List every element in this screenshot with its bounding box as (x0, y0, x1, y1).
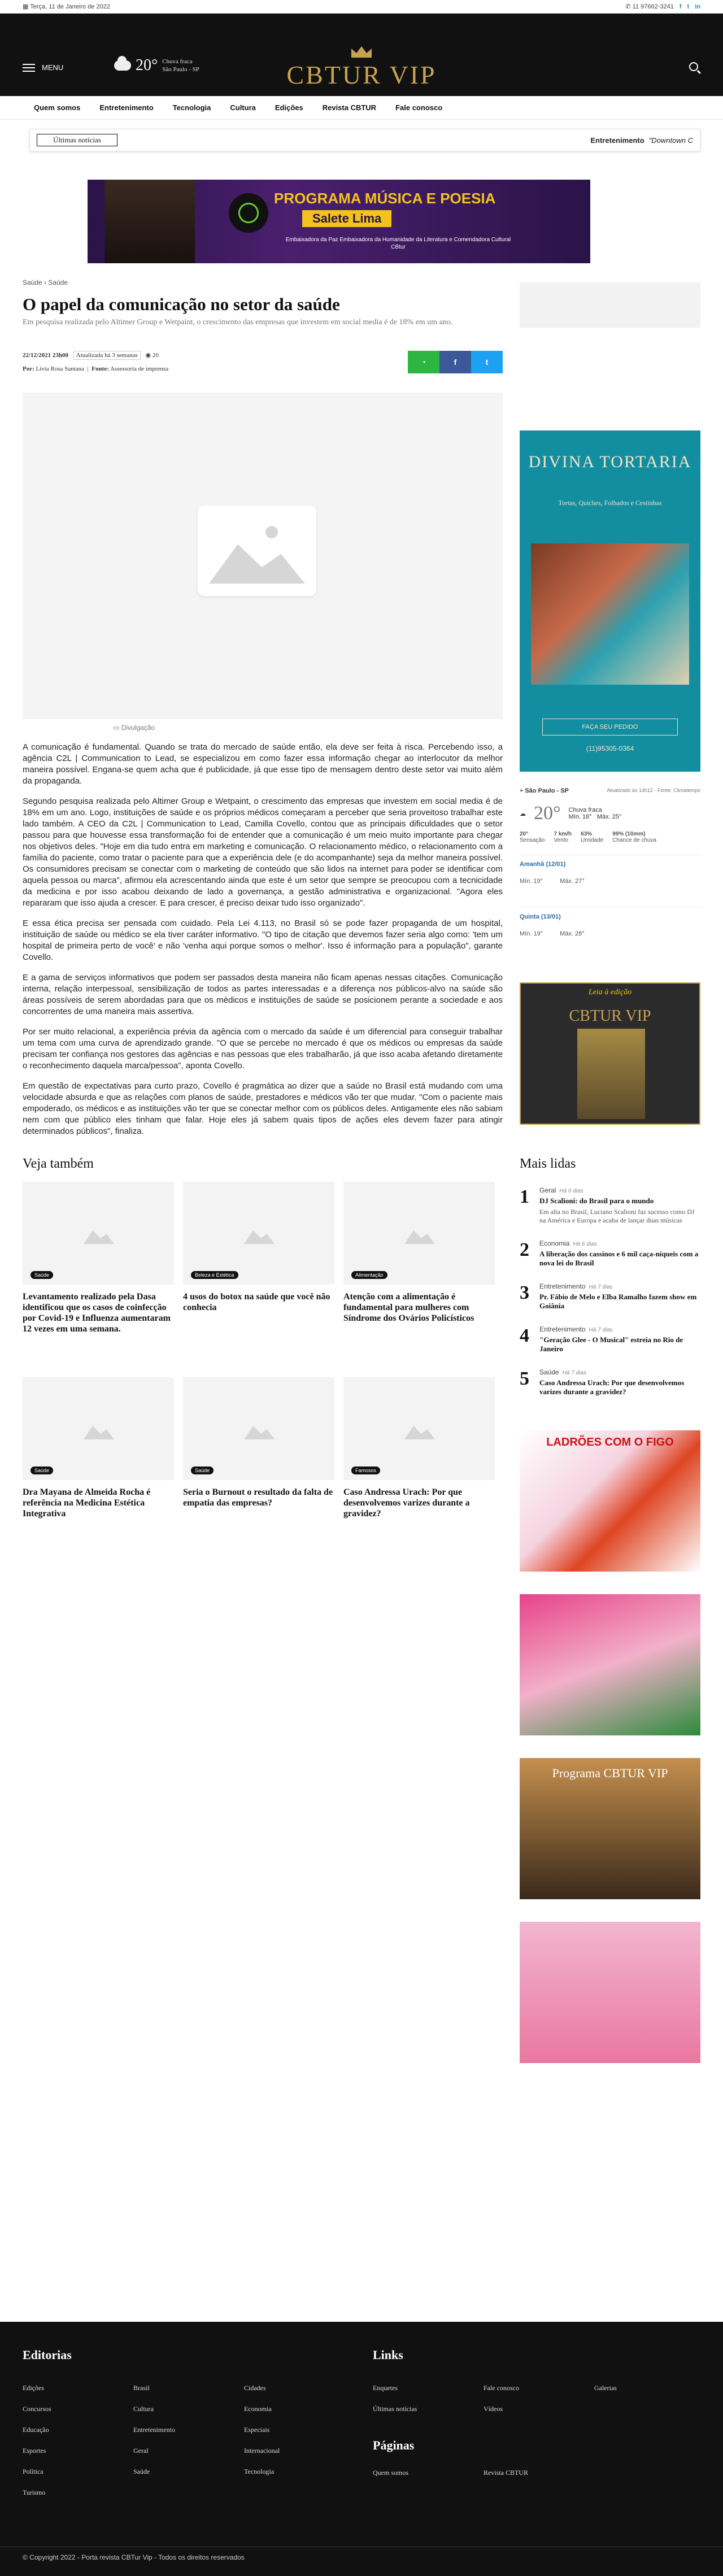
article-subtitle: Em pesquisa realizada pelo Altimer Group e Wetpaint, o crescimento das empresas que investem em social media é de 18% em um ano. (23, 318, 453, 327)
article-paragraph: E a gama de serviços informativos que podem ser passados desta maneira não ficam apenas nessas citações. Comunicação interna, relação interpessoal, sensibilização de todos as partes interessadas e a diferença nos públicos-alvo na saúde são áreas possíveis de serem abordadas para que os médicos e instituições de saúde se posicionem perante a sociedade e aos concorrentes de uma maneira mais assertiva. (23, 973, 503, 1016)
footer-link[interactable]: Cultura (133, 2405, 154, 2413)
tortaria-ad[interactable] (520, 430, 700, 772)
footer-link[interactable]: Edições (23, 2384, 44, 2392)
most-read-item[interactable]: 3 Entretenimento Há 7 dias Pr. Fábio de Melo e Elba Ramalho fazem show em Goiânia (520, 1282, 697, 1310)
banner-title: PROGRAMA MÚSICA E POESIA (274, 190, 496, 207)
breadcrumb: Saúde › Saúde (23, 279, 68, 286)
related-card[interactable] (183, 1377, 334, 1564)
related-thumb[interactable] (343, 1182, 495, 1285)
forecast-day: Quinta (13/01) Mín. 19° Máx. 28° (520, 907, 700, 937)
footer-link[interactable]: Entretenimento (133, 2426, 175, 2434)
related-title[interactable]: Caso Andressa Urach: Por que desenvolvemos varizes durante a gravidez? (343, 1487, 470, 1518)
facebook-icon: f (454, 358, 457, 367)
breadcrumb-item[interactable]: Saúde (48, 279, 68, 286)
footer-editorias (23, 2384, 355, 2497)
ladroes-ad[interactable]: LADRÕES COM O FIGO (520, 1430, 700, 1572)
program-ad[interactable]: Programa CBTUR VIP (520, 1758, 700, 1899)
footer-link[interactable]: Tecnologia (244, 2468, 275, 2475)
view-count: 20 (152, 352, 159, 359)
footer-pages (373, 2469, 594, 2477)
ticker-item[interactable]: Entretenimento "Downtown C (590, 136, 693, 145)
eye-icon: ◉ (145, 352, 153, 359)
banner-photo (104, 180, 195, 263)
footer-link[interactable]: Enquetes (373, 2384, 398, 2392)
most-read (520, 1156, 700, 1396)
most-read-item[interactable]: 2 Economia Há 6 dias A liberação dos cassinos e 6 mil caça-níqueis com a nova lei do Brasil (520, 1239, 699, 1267)
footer-pages-title: Páginas (373, 2438, 415, 2452)
article-image[interactable] (23, 393, 503, 719)
ad-subtitle: Tortas, Quiches, Folhados e Cestinhas (558, 499, 662, 507)
category-badge: Alimentação (351, 1271, 387, 1279)
footer-link[interactable]: Geral (133, 2447, 149, 2455)
article-paragraph: Segundo pesquisa realizada pelo Altimer Group e Wetpaint, o crescimento das empresas que investem em social media é de 18% em um ano. Logo, instituições de saúde e os próprios médicos começaram a perceber que seria proveitoso trabalhar este lado também. A CEO da C2L | Communication to Lead, Camilla Covello, contou que as principais dificuldades que o setor passou para que houvesse essa transformação foi de entender que a comunicação é um meio muito importante para chegar nos objetivos deles. "Hoje em dia tudo entra em marketing e comunicação. O relacionamento médico, o relacionamento com a família do paciente, como tratar o paciente para que a experiência dele (e do acompanhante) seja da melhor maneira possível. Os consumidores precisam se conectar com o marketing de conteúdo que são lidos na internet para poder se identificar com aquela pessoa ou marca", afirmou ela acrescentando ainda que este é um setor que sempre se preocupou com a tecnicidade da medicina e por isso acabou deixando de lado a governança, a gestão administrativa e organizacional. "Agora eles repararam que isso ajuda a crescer. E para crescer, é preciso deixar tudo isso organizado". (23, 797, 503, 908)
weather-min: Mín. 18° (568, 813, 592, 820)
ad-phone: (11)95305-0364 (586, 745, 634, 752)
related-thumb[interactable] (23, 1377, 174, 1480)
weather-condition: Chuva fraca (162, 58, 193, 65)
sidebar (520, 282, 700, 2063)
related-grid (23, 1182, 503, 1564)
twitter-share-button[interactable] (471, 351, 503, 373)
category-badge: Saúde (31, 1271, 53, 1279)
updated-tag: Atualizada há 3 semanas (73, 351, 141, 360)
author-name: Livia Rosa Santana (36, 365, 85, 372)
footer-link[interactable]: Educação (23, 2426, 49, 2434)
image-placeholder-icon (198, 506, 316, 596)
article-meta: 22/12/2021 23h00 Atualizada há 3 semanas ◉ 20 Por: Livia Rosa Santana | Fonte: Assessoria de imprensa ◔ f t (23, 349, 503, 376)
related-card[interactable] (343, 1377, 495, 1564)
article-paragraph: Em questão de expectativas para curto prazo, Covello é pragmática ao dizer que a saúde no Brasil está mudando com uma velocidade absurda e que as relações com planos de saúde, prestadores e médicos vão ter que mudar. "Com o paciente mais empoderado, os médicos e as instituições vão ter que se conectar melhor com os públicos deles. Antigamente eles não sabiam nem com que público eles tinham que falar. Hoje eles já sabem quais tipos de ações eles devem fazer para atingir determinados públicos", finaliza. (23, 1081, 503, 1136)
article (23, 279, 503, 1564)
site-footer (0, 2322, 723, 2576)
footer-link[interactable]: Quem somos (373, 2469, 408, 2477)
related-title[interactable]: Atenção com a alimentação é fundamental para mulheres com Síndrome dos Ovários Policísticos (343, 1292, 474, 1323)
top-bar (0, 0, 723, 14)
weather-temp: 20° (136, 56, 158, 74)
forecast-day: Amanhã (12/01) Mín. 19° Máx. 27° (520, 855, 700, 885)
copyright: © Copyright 2022 - Porta revista CBTur Vip - Todos os direitos reservados (23, 2553, 245, 2561)
footer-link[interactable]: Economia (244, 2405, 272, 2413)
magazine-cover (577, 1029, 645, 1119)
image-caption: ▭ Divulgação (113, 724, 155, 732)
article-paragraph: A comunicação é fundamental. Quando se trata do mercado de saúde então, ela deve ser feita à risca. Percebendo isso, a agência C2L | Communication to Lead, se especializou em como fazer essa informação chegar ao interlocutor da melhor maneira possível. Engana-se quem acha que é publicidade, já que esse tipo de mensagem dentro deste setor vai muito além da propaganda. (23, 742, 503, 786)
footer-link[interactable]: Política (23, 2468, 43, 2475)
banner-desc: Embaixadora da Paz Embaixadora da Humanidade da Literatura e Comendadora Cultural CBtur (285, 237, 511, 250)
whatsapp-phone[interactable]: ✆ 11 97662-3241 (625, 3, 674, 10)
related-card[interactable] (23, 1377, 174, 1564)
breadcrumb-item[interactable]: Saúde (23, 279, 42, 286)
location-icon: ⌖ (520, 787, 525, 794)
related-thumb[interactable] (183, 1377, 334, 1480)
footer-editorias-title: Editorias (23, 2348, 72, 2362)
magazine-ad[interactable]: Leia à edição CBTUR VIP (520, 982, 700, 1125)
whatsapp-share-button[interactable] (408, 351, 439, 373)
category-badge: Saúde (191, 1467, 214, 1474)
footer-link[interactable]: Vídeos (484, 2405, 503, 2413)
footer-link[interactable]: Últimas notícias (373, 2405, 417, 2413)
phone-icon: ✆ (625, 3, 633, 10)
twitter-icon[interactable]: t (687, 3, 690, 10)
sidebar-ad-slot (520, 282, 700, 328)
category-badge: Beleza e Estética (191, 1271, 238, 1279)
nav-edicoes[interactable]: Edições (275, 103, 303, 112)
article-paragraph: E essa ética precisa ser pensada com cuidado. Pela Lei 4.113, no Brasil só se pode fazer propaganda de um hospital, instituição de saúde ou médico se ela tiver caráter informativo. "O tipo de citação que devemos fazer seria algo como: 'tem um hospital de primeira perto de você' e não 'venha aqui porque somos o melhor'. Isso é informação para a população", garante Covello. (23, 919, 503, 962)
most-read-item[interactable]: 5 Saúde Há 7 dias Caso Andressa Urach: Por que desenvolvemos varizes durante a gravidez? (520, 1368, 685, 1396)
footer-links (373, 2384, 705, 2413)
nav-revista-cbtur[interactable]: Revista CBTUR (322, 103, 377, 112)
footer-link[interactable]: Brasil (133, 2384, 150, 2392)
weather-widget (520, 787, 700, 937)
footer-link[interactable]: Revista CBTUR (484, 2469, 529, 2477)
promo-ad[interactable] (520, 1922, 700, 2063)
main-nav (0, 96, 723, 120)
article-body (23, 742, 503, 1137)
ad-title: DIVINA TORTARIA (528, 452, 692, 471)
top-banner-ad[interactable] (88, 180, 590, 263)
nav-cultura[interactable]: Cultura (230, 103, 256, 112)
site-header (0, 14, 723, 96)
footer-link[interactable]: Internacional (244, 2447, 280, 2455)
related-thumb[interactable] (183, 1182, 334, 1285)
weather-location: São Paulo - SP (162, 66, 199, 73)
twitter-icon: t (485, 358, 489, 367)
event-ad[interactable] (520, 1594, 700, 1735)
cloud-rain-icon: ☁ (520, 810, 526, 817)
category-badge: Saúde (31, 1467, 53, 1474)
source-name: Assessoria de imprensa (110, 365, 169, 372)
news-ticker (29, 129, 700, 151)
banner-name: Salete Lima (302, 210, 391, 227)
share-buttons (408, 351, 503, 373)
menu-button[interactable]: MENU (23, 63, 63, 72)
facebook-share-button[interactable] (439, 351, 471, 373)
ad-order-button[interactable]: FAÇA SEU PEDIDO (542, 719, 678, 736)
weather-updated: Atualizado às 14h12 - Fonte: Climatempo (607, 787, 700, 793)
footer-link[interactable]: Saúde (133, 2468, 150, 2475)
nav-fale-conosco[interactable]: Fale conosco (395, 103, 443, 112)
weather-max: Máx. 25° (596, 813, 622, 820)
footer-link[interactable]: Concursos (23, 2405, 51, 2413)
instagram-icon[interactable]: in (695, 3, 700, 10)
weather-condition: Chuva fraca (568, 807, 602, 813)
footer-link[interactable]: Turismo (23, 2488, 46, 2496)
nav-entretenimento[interactable]: Entretenimento (99, 103, 154, 112)
site-logo[interactable]: CBTUR VIP (286, 60, 437, 89)
footer-links-title: Links (373, 2348, 403, 2362)
nav-tecnologia[interactable]: Tecnologia (172, 103, 211, 112)
related-title[interactable]: Dra Mayana de Almeida Rocha é referência na Medicina Estética Integrativa (23, 1487, 151, 1518)
article-date: 22/12/2021 23h00 (23, 352, 68, 359)
whatsapp-icon: ◔ (421, 358, 426, 367)
most-read-heading: Mais lidas (520, 1156, 576, 1171)
footer-link[interactable]: Especiais (244, 2426, 270, 2434)
related-card[interactable] (23, 1182, 174, 1368)
calendar-icon: ▦ (23, 3, 31, 10)
related-heading: Veja também (23, 1156, 94, 1171)
footer-link[interactable]: Fale conosco (484, 2384, 519, 2392)
related-thumb[interactable] (343, 1377, 495, 1480)
ad-photo (531, 543, 689, 685)
vinyl-icon (229, 193, 268, 233)
date-text: ▦ Terça, 11 de Janeiro de 2022 (23, 3, 110, 10)
camera-icon: ▭ (113, 724, 121, 732)
related-title[interactable]: Seria o Burnout o resultado da falta de empatia das empresas? (183, 1487, 333, 1508)
most-read-item[interactable]: 4 Entretenimento Há 7 dias "Geração Glee - O Musical" estreia no Rio de Janeiro (520, 1325, 683, 1353)
facebook-icon[interactable]: f (679, 3, 682, 10)
related-title[interactable]: 4 usos do botox na saúde que você não conhecia (183, 1292, 330, 1312)
ticker-label: Últimas notícias (37, 134, 117, 146)
footer-link[interactable]: Galerias (594, 2384, 617, 2392)
related-title[interactable]: Levantamento realizado pela Dasa identificou que os casos de coinfecção por Covid-19 e Influenza aumentaram 12 vezes em uma semana. (23, 1292, 171, 1334)
related-thumb[interactable] (23, 1182, 174, 1285)
article-title: O papel da comunicação no setor da saúde (23, 294, 340, 314)
category-badge: Famosos (351, 1467, 380, 1474)
nav-quem-somos[interactable]: Quem somos (34, 103, 81, 112)
weather-stats: 20° Sensação 7 km/h Vento 63% Umidade 99% (10mm) Chance de chuva (520, 831, 657, 843)
most-read-item[interactable]: 1 Geral Há 6 dias DJ Scalioni: do Brasil para o mundo Em alta no Brasil, Luciano Scalioni faz sucesso como DJ na América e Europa e acaba de lançar duas músicas (520, 1186, 695, 1224)
footer-link[interactable]: Esportes (23, 2447, 46, 2455)
related-card[interactable] (183, 1182, 334, 1368)
related-card[interactable] (343, 1182, 495, 1368)
weather-location: São Paulo - SP (525, 787, 569, 794)
footer-link[interactable]: Cidades (244, 2384, 266, 2392)
weather-temp: 20° (534, 803, 561, 824)
search-icon[interactable] (689, 62, 698, 71)
article-paragraph: Por ser muito relacional, a experiência prévia da agência com o mercado da saúde é um diferencial para conseguir trabalhar um tema com uma curva de aprendizado grande. "O que se percebe no mercado é que os médicos ou empresas da saúde precisam ter confiança nos gestores das agências e nas pessoas que eles trabalharão, já que isso acaba afetando diretamente o reconhecimento daquela marca/pessoa", aponta Covello. (23, 1027, 503, 1071)
